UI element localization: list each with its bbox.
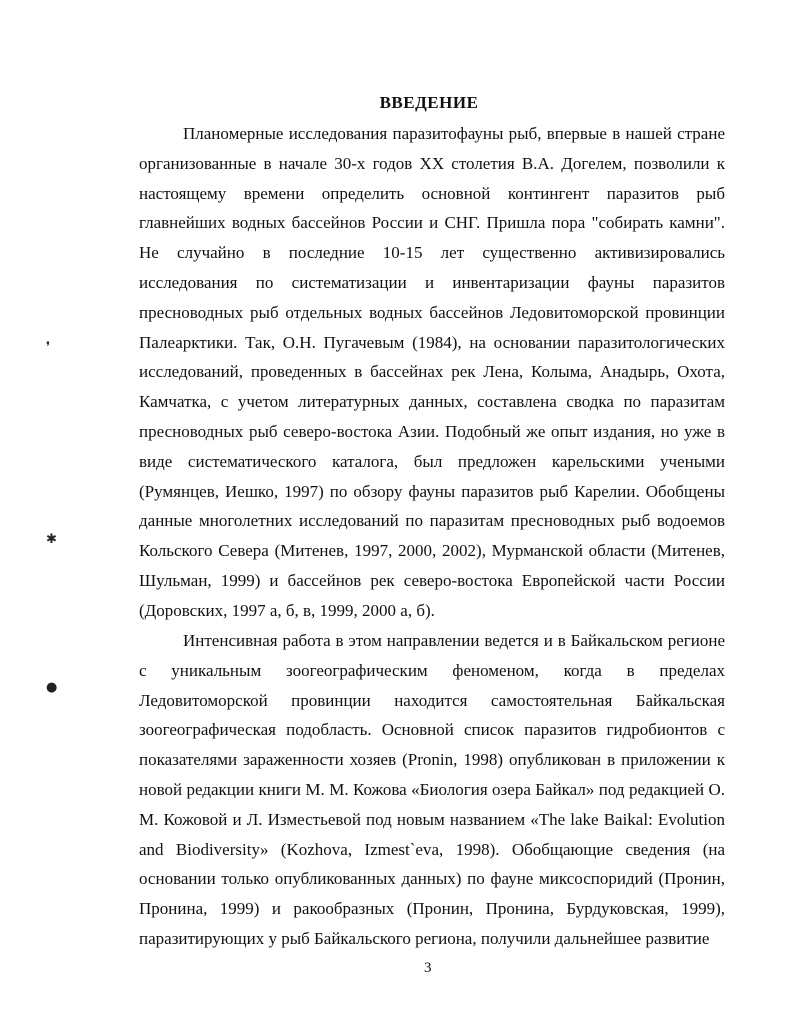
scan-mark-icon: ❜ [46,340,51,355]
scan-mark-icon: ✱ [46,532,57,547]
scan-mark-icon: ● [46,680,58,695]
page-number: 3 [424,960,432,976]
paragraph-2: Интенсивная работа в этом направлении ведется и в Байкальском регионе с уникальным зоогеографическим феноменом, когда в пределах Ледовитоморской провинции находится самостоятельная Байкальская зоогеографическая подобласть. Основной список паразитов гидробионтов с показателями зараженности хозяев (Pronin, 1998) опубликован в приложении к новой редакции книги М. М. Кожова «Биология озера Байкал» под редакцией О. М. Кожовой и Л. Изместьевой под новым названием «The lake Baikal: Evolution and Biodiversity» (Kozhova, Izmest`eva, 1998). Обобщающие сведения (на основании только опубликованных данных) по фауне миксоспоридий (Пронин, Пронина, 1999) и ракообразных (Пронин, Пронина, Бурдуковская, 1999), паразитирующих у рыб Байкальского региона, получили дальнейшее развитие [139,631,725,948]
page-title: ВВЕДЕНИЕ [379,93,479,112]
paragraph-1: Планомерные исследования паразитофауны рыб, впервые в нашей стране организованные в начале 30-х годов XX столетия В.А. Догелем, позволили к настоящему времени определить основной контингент паразитов рыб главнейших водных бассейнов России и СНГ. Пришла пора "собирать камни". Не случайно в последние 10-15 лет существенно активизировались исследования по систематизации и инвентаризации фауны паразитов пресноводных рыб отдельных водных бассейнов Ледовитоморской провинции Палеарктики. Так, О.Н. Пугачевым (1984), на основании паразитологических исследований, проведенных в бассейнах рек Лена, Колыма, Анадырь, Охота, Камчатка, с учетом литературных данных, составлена сводка по паразитам пресноводных рыб северо-востока Азии. Подобный же опыт издания, но уже в виде систематического каталога, был предложен карельскими учеными (Румянцев, Иешко, 1997) по обзору фауны паразитов рыб Карелии. Обобщены данные многолетних исследований по паразитам пресноводных рыб водоемов Кольского Севера (Митенев, 1997, 2000, 2002), Мурманской области (Митенев, Шульман, 1999) и бассейнов рек северо-востока Европейской части России (Доровских, 1997 а, б, в, 1999, 2000 а, б). [139,124,725,620]
